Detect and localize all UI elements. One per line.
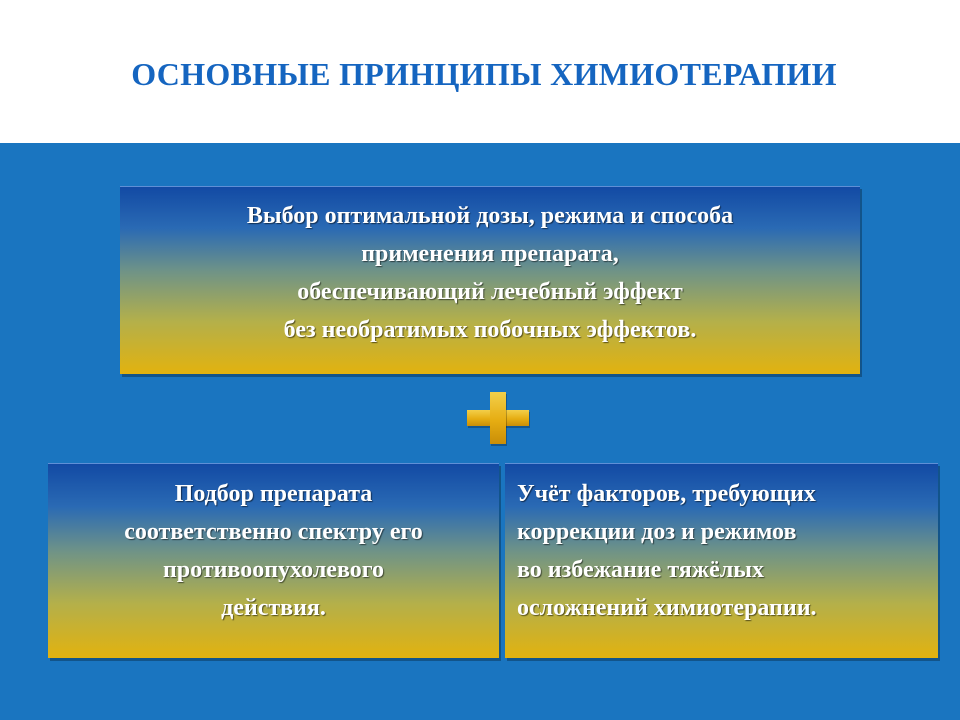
principle-text-line: без необратимых побочных эффектов.: [283, 317, 697, 343]
principle-text-line: Учёт факторов, требующих: [517, 481, 816, 507]
slide-title: ОСНОВНЫЕ ПРИНЦИПЫ ХИМИОТЕРАПИИ: [131, 56, 837, 92]
principle-box-correction-factors: [505, 463, 938, 658]
principle-text-line: применения препарата,: [361, 241, 619, 267]
principle-text-line: противоопухолевого: [162, 557, 385, 583]
principle-box-drug-selection: [48, 463, 499, 658]
principle-text-line: Подбор препарата: [174, 481, 373, 507]
principle-text-line: во избежание тяжёлых: [517, 557, 765, 583]
principle-box-dose-selection: [120, 186, 860, 374]
title-area: [0, 0, 960, 143]
plus-icon-vertical-bar: [490, 392, 506, 444]
principle-text-line: Выбор оптимальной дозы, режима и способа: [246, 203, 734, 229]
plus-icon: [467, 392, 529, 444]
principle-text-line: коррекции доз и режимов: [517, 519, 797, 545]
principle-text-line: действия.: [221, 595, 326, 621]
principle-text-line: осложнений химиотерапии.: [517, 595, 817, 621]
principle-text-line: обеспечивающий лечебный эффект: [297, 279, 683, 305]
principle-text-line: соответственно спектру его: [124, 519, 423, 545]
